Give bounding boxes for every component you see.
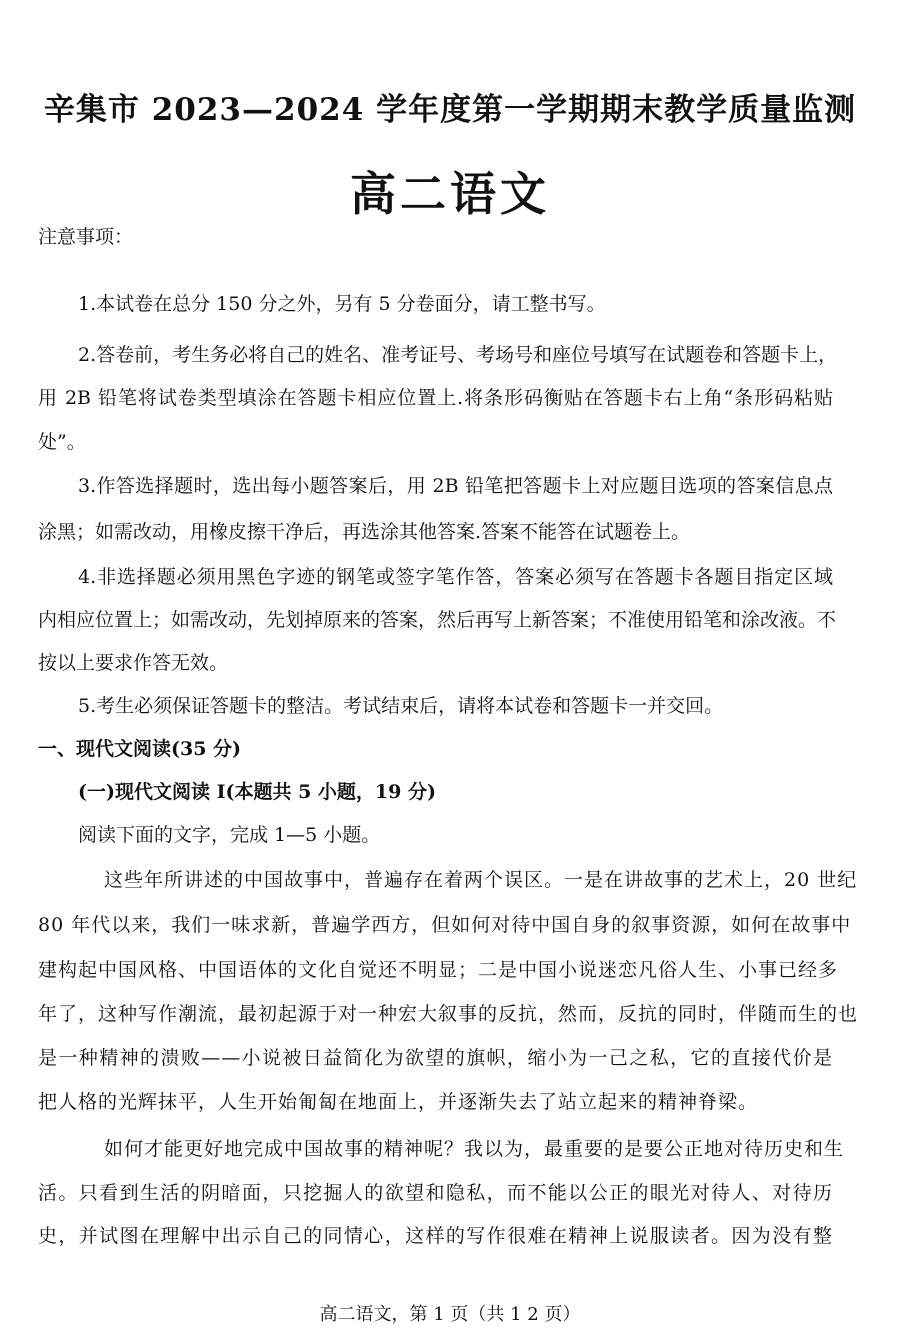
reading-instruction: 阅读下面的文字，完成 1—5 小题。 [78, 824, 381, 846]
passage-p1-line-1: 这些年所讲述的中国故事中，普遍存在着两个误区。一是在讲故事的艺术上，20 世纪 [104, 869, 858, 891]
notice-item-2-line-1: 2.答卷前，考生务必将自己的姓名、准考证号、考场号和座位号填写在试题卷和答题卡上， [78, 344, 838, 366]
passage-p1-line-3: 建构起中国风格、中国语体的文化自觉还不明显；二是中国小说迷恋凡俗人生、小事已经多 [38, 959, 839, 981]
passage-p1-line-4: 年了，这种写作潮流，最初起源于对一种宏大叙事的反抗，然而，反抗的同时，伴随而生的也 [38, 1003, 859, 1025]
passage-p2-line-1: 如何才能更好地完成中国故事的精神呢？我以为，最重要的是要公正地对待历史和生 [104, 1138, 845, 1160]
notice-item-5: 5.考生必须保证答题卡的整洁。考试结束后，请将本试卷和答题卡一并交回。 [78, 695, 724, 717]
notice-item-1: 1.本试卷在总分 150 分之外，另有 5 分卷面分，请工整书写。 [78, 293, 606, 315]
page-footer: 高二语文，第 1 页（共 1 2 页） [319, 1304, 581, 1325]
subsection-heading: (一)现代文阅读 I(本题共 5 小题，19 分) [78, 781, 436, 803]
notice-item-4-line-3: 按以上要求作答无效。 [38, 652, 229, 674]
passage-p2-line-2: 活。只看到生活的阴暗面，只挖掘人的欲望和隐私，而不能以公正的眼光对待人、对待历 [38, 1182, 833, 1204]
notice-item-4-line-2: 内相应位置上；如需改动，先划掉原来的答案，然后再写上新答案；不准使用铅笔和涂改液。不 [38, 609, 837, 631]
exam-title: 辛集市 2023—2024 学年度第一学期期末教学质量监测 [43, 92, 857, 128]
passage-p1-line-5: 是一种精神的溃败——小说被日益简化为欲望的旗帜，缩小为一己之私，它的直接代价是 [38, 1047, 833, 1069]
passage-p1-line-6: 把人格的光辉抹平，人生开始匍匐在地面上，并逐渐失去了站立起来的精神脊梁。 [38, 1091, 759, 1113]
passage-p2-line-3: 史，并试图在理解中出示自己的同情心，这样的写作很难在精神上说服读者。因为没有整 [38, 1225, 833, 1247]
section-heading: 一、现代文阅读(35 分) [38, 738, 242, 760]
notice-item-2-line-2: 用 2B 铅笔将试卷类型填涂在答题卡相应位置上.将条形码衡贴在答题卡右上角“条形码粘贴 [38, 387, 833, 409]
notice-item-2-line-3: 处”。 [38, 431, 86, 453]
notice-heading: 注意事项： [38, 226, 134, 248]
notice-item-3-line-1: 3.作答选择题时，选出每小题答案后，用 2B 铅笔把答题卡上对应题目选项的答案信息点 [78, 475, 833, 497]
passage-p1-line-2: 80 年代以来，我们一味求新，普遍学西方，但如何对待中国自身的叙事资源，如何在故事中 [38, 914, 852, 936]
subject-title: 高二语文 [350, 167, 550, 221]
notice-item-4-line-1: 4.非选择题必须用黑色字迹的钢笔或签字笔作答，答案必须写在答题卡各题目指定区域 [78, 566, 833, 588]
notice-item-3-line-2: 涂黑；如需改动，用橡皮擦干净后，再选涂其他答案.答案不能答在试题卷上。 [38, 521, 691, 543]
